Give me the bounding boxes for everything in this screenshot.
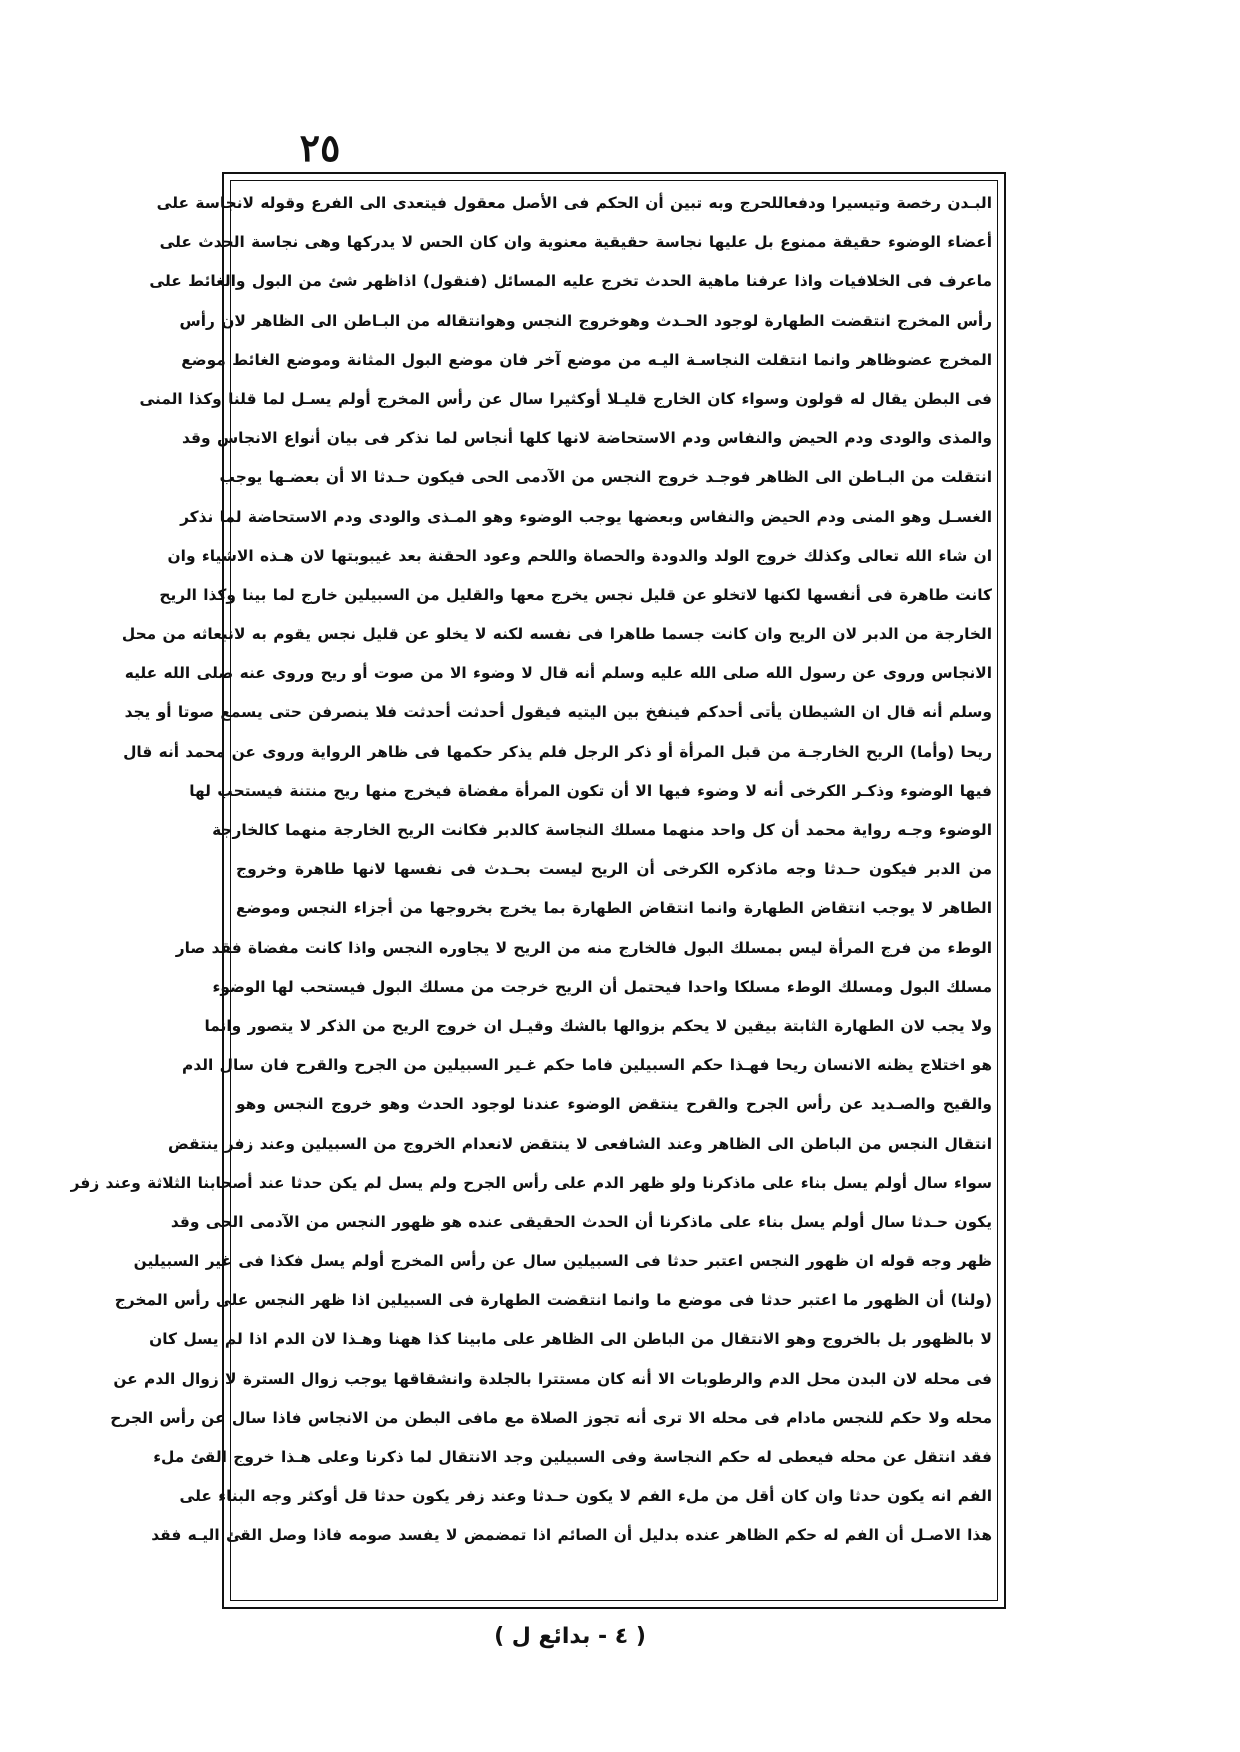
text-line: هو اختلاج يظنه الانسان ريحا فهـذا حكم السبيلين فاما حكم غـير السبيلين من الجرح والقرح فان سال الدم (182, 1056, 992, 1075)
text-line: فى محله لان البدن محل الدم والرطوبات الا أنه كان مستترا بالجلدة وانشقاقها يوجب زوال السترة لا زوال الدم عن (113, 1369, 992, 1388)
text-line: المخرج عضوظاهر وانما انتقلت النجاسـة اليـه من موضع آخر فان موضع البول المثانة وموضع الغائط موضع (181, 350, 992, 369)
text-line: والقيح والصـديد عن رأس الجرح والقرح ينتقض الوضوء عندنا لوجود الحدث وهو خروج النجس وهو (236, 1095, 992, 1114)
text-line: ولا يجب لان الطهارة الثابتة بيقين لا يحكم بزوالها بالشك وقيـل ان خروج الريح من الذكر لا يتصور وانما (204, 1016, 992, 1035)
text-line: الفم انه يكون حدثا وان كان أقل من ملء الفم لا يكون حـدثا وعند زفر يكون حدثا قل أوكثر وجه البناء على (179, 1487, 992, 1506)
text-line: ان شاء الله تعالى وكذلك خروج الولد والدودة والحصاة واللحم وعود الحقنة بعد غيبوبتها لان هـذه الاشياء وان (167, 546, 992, 565)
text-line: فقد انتقل عن محله فيعطى له حكم النجاسة وفى السبيلين وجد الانتقال لما ذكرنا وعلى هـذا خروج القئ ملء (153, 1448, 992, 1466)
text-line: ظهر وجه قوله ان ظهور النجس اعتبر حدثا فى السبيلين سال عن رأس المخرج أولم يسل فكذا فى غير السبيلين (133, 1252, 992, 1271)
text-line: كانت طاهرة فى أنفسها لكنها لاتخلو عن قليل نجس يخرج معها والقليل من السبيلين خارج لما بينا وكذا الريح (159, 585, 992, 604)
text-line: ريحا (وأما) الريح الخارجـة من قبل المرأة أو ذكر الرجل فلم يذكر حكمها فى ظاهر الرواية وروى عن محمد أنه قال (123, 742, 992, 761)
page-number: ٢٥ (299, 125, 341, 170)
text-line: والمذى والودى ودم الحيض والنفاس ودم الاستحاضة لانها كلها أنجاس لما نذكر فى بيان أنواع الانجاس وقد (182, 429, 992, 448)
text-line: مسلك البول ومسلك الوطء مسلكا واحدا فيحتمل أن الريح خرجت من مسلك البول فيستحب لها الوضوء (212, 977, 992, 996)
signature-mark: ( ٤ - بدائع ل ) (494, 1624, 646, 1649)
text-line: الانجاس وروى عن رسول الله صلى الله عليه وسلم أنه قال لا وضوء الا من صوت أو ريح وروى عنه صلى الله عليه (124, 664, 992, 683)
text-line: الطاهر لا يوجب انتقاض الطهارة وانما انتقاض الطهارة بما يخرج بخروجها من أجزاء النجس وموضع (236, 899, 992, 918)
text-line: الخارجة من الدبر لان الريح وان كانت جسما طاهرا فى نفسه لكنه لا يخلو عن قليل نجس يقوم به لانبعاثه من محل (121, 625, 992, 644)
text-line: رأس المخرج انتقضت الطهارة لوجود الحـدث وهوخروج النجس وهوانتقاله من البـاطن الى الظاهر لان رأس (179, 311, 992, 330)
text-line: من الدبر فيكون حـدثا وجه ماذكره الكرخى أن الريح ليست بحـدث فى نفسها لانها طاهرة وخروج (236, 860, 992, 879)
text-line: لا بالظهور بل بالخروج وهو الانتقال من الباطن الى الظاهر على مابينا كذا ههنا وهـذا لان الدم اذا لم يسل كان (149, 1330, 992, 1349)
text-line: (ولنا) أن الظهور ما اعتبر حدثا فى موضع ما وانما انتقضت الطهارة فى السبيلين اذا ظهر النجس على رأس المخرج (114, 1291, 992, 1310)
text-line: انتقلت من البـاطن الى الظاهر فوجـد خروج النجس من الآدمى الحى فيكون حـدثا الا أن بعضـها يوجب (219, 468, 992, 487)
text-line: الغسـل وهو المنى ودم الحيض والنفاس وبعضها يوجب الوضوء وهو المـذى والودى ودم الاستحاضة لما نذكر (180, 507, 992, 526)
text-line: وسلم أنه قال ان الشيطان يأتى أحدكم فينفخ بين اليتيه فيقول أحدثت أحدثت فلا ينصرفن حتى يسمع صوتا أو يجد (124, 703, 992, 722)
text-line: فى البطن يقال له قولون وسواء كان الخارج قليـلا أوكثيرا سال عن رأس المخرج أولم يسـل لما قلنا وكذا المنى (139, 389, 992, 408)
text-line: انتقال النجس من الباطن الى الظاهر وعند الشافعى لا ينتقض لانعدام الخروج من السبيلين وعند زفر ينتقض (168, 1134, 992, 1153)
text-line: أعضاء الوضوء حقيقة ممنوع بل عليها نجاسة حقيقية معنوية وان كان الحس لا يدركها وهى نجاسة الحدث على (159, 233, 992, 252)
text-line: يكون حـدثا سال أولم يسل بناء على ماذكرنا أن الحدث الحقيقى عنده هو ظهور النجس من الآدمى الحى وقد (170, 1212, 992, 1231)
text-line: هذا الاصـل أن الفم له حكم الظاهر عنده بدليل أن الصائم اذا تمضمض لا يفسد صومه فاذا وصل القئ اليـه فقد (151, 1526, 992, 1545)
text-line: الوضوء وجـه رواية محمد أن كل واحد منهما مسلك النجاسة كالدبر فكانت الريح الخارجة منهما كالخارجة (212, 821, 992, 839)
text-line: فيها الوضوء وذكـر الكرخى أنه لا وضوء فيها الا أن تكون المرأة مفضاة فيخرج منها ريح منتنة فيستحب لها (189, 781, 992, 800)
text-body (70, 184, 992, 1596)
text-line: البـدن رخصة وتيسيرا ودفعاللحرج وبه تبين أن الحكم فى الأصل معقول فيتعدى الى الفرع وقوله لانجاسة على (156, 194, 992, 212)
text-line: سواء سال أولم يسل بناء على ماذكرنا ولو ظهر الدم على رأس الجرح ولم يسل لم يكن حدثا عند أصحابنا الثلاثة وعند زفر (70, 1173, 992, 1192)
text-line: محله ولا حكم للنجس مادام فى محله الا ترى أنه تجوز الصلاة مع مافى البطن من الانجاس فاذا سال عن رأس الجرح (110, 1408, 992, 1427)
text-line: الوطء من فرج المرأة ليس بمسلك البول فالخارج منه من الريح لا يجاوره النجس واذا كانت مفضاة فقد صار (175, 938, 992, 957)
text-line: ماعرف فى الخلافيات واذا عرفنا ماهية الحدث تخرج عليه المسائل (فنقول) اذاظهر شئ من البول والغائط على (149, 272, 992, 291)
